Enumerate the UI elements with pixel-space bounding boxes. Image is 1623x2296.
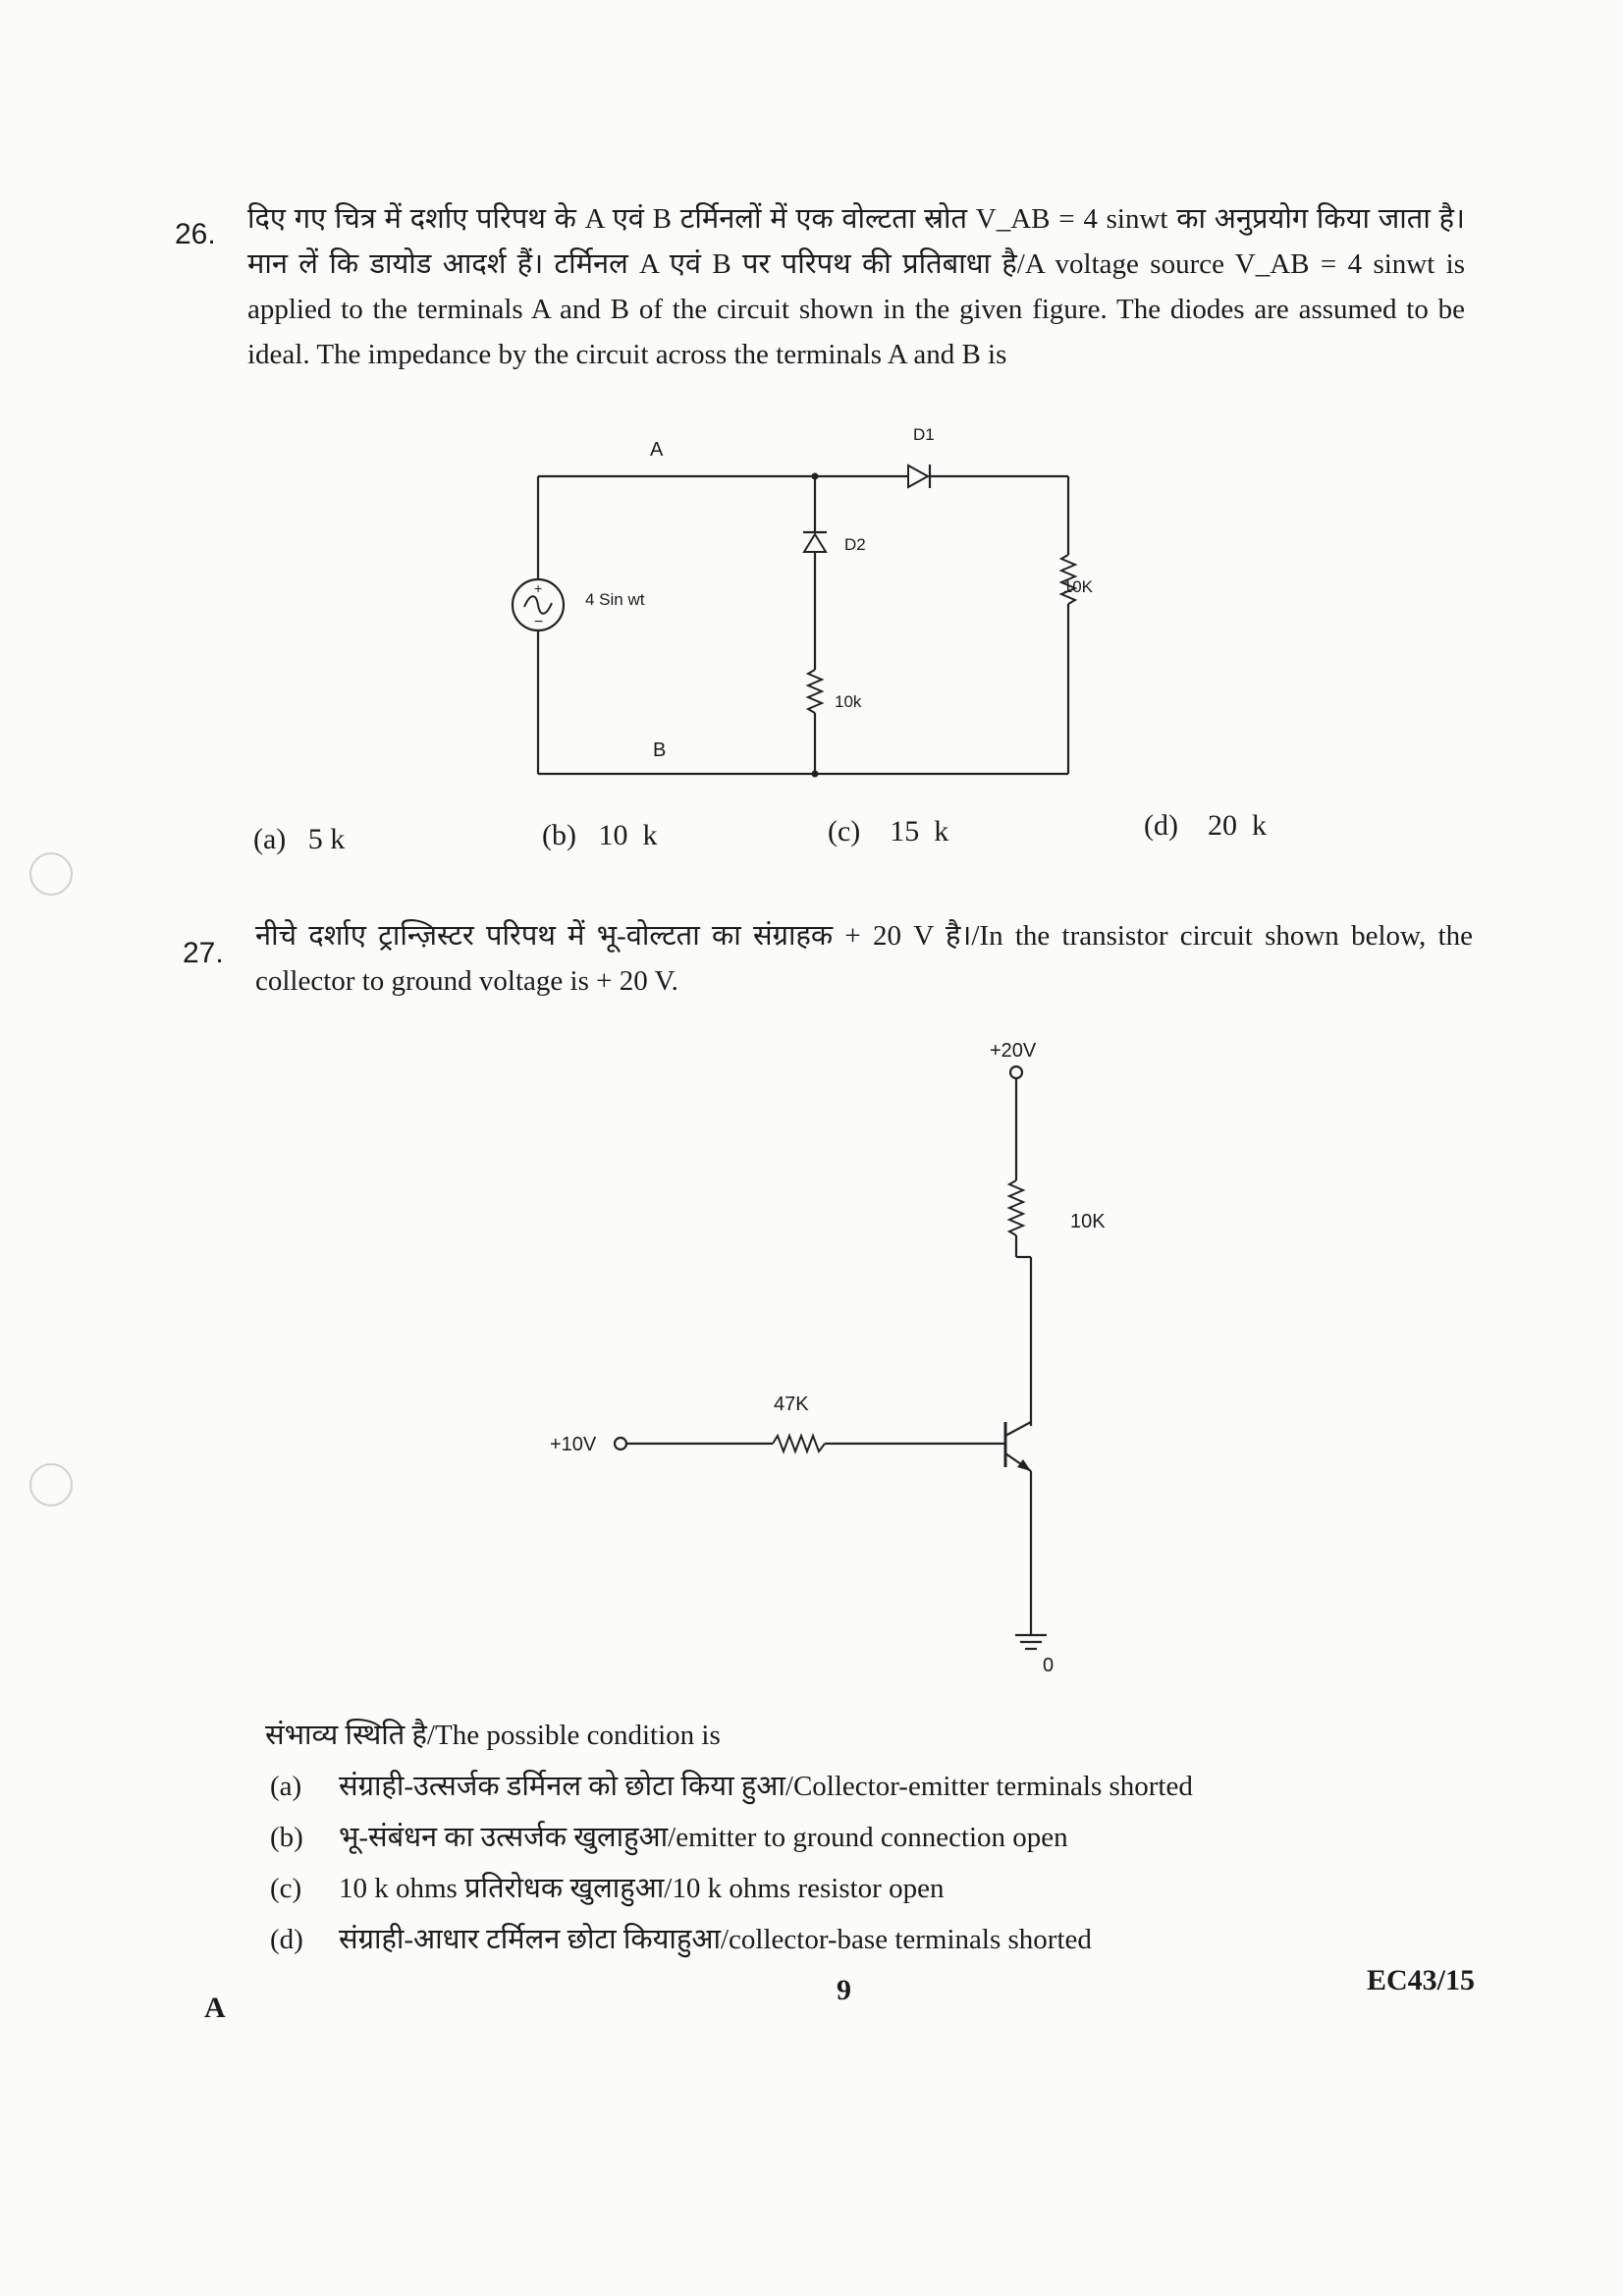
- source-label: 4 Sin wt: [585, 590, 645, 609]
- footer-paper-code: EC43/15: [1367, 1964, 1476, 1996]
- r-right-label: 10K: [1062, 577, 1093, 596]
- q27-number: 27.: [183, 937, 224, 969]
- q26-option-c: (c) 15 k: [828, 815, 949, 847]
- label-b: B: [653, 739, 667, 761]
- q27-option-c: (c) 10 k ohms प्रतिरोधक खुलाहुआ/10 k ohms resistor open: [270, 1873, 945, 1904]
- q26-option-b: (b) 10 k: [542, 819, 658, 851]
- q27-option-d: (d) संग्राही-आधार टर्मिलन छोटा कियाहुआ/collector-base terminals shorted: [270, 1924, 1092, 1955]
- q27-text: नीचे दर्शाए ट्रान्ज़िस्टर परिपथ में भू-वोल्टता का संग्राहक + 20 V है।/In the transistor circuit shown below, the collector to ground voltage is + 20 V.: [255, 920, 1473, 997]
- rb-label: 47K: [774, 1394, 809, 1415]
- ground-label: 0: [1043, 1655, 1055, 1676]
- vcc-label: +20V: [990, 1040, 1037, 1062]
- footer-page-number: 9: [837, 1974, 851, 2006]
- rc-label: 10K: [1070, 1211, 1106, 1232]
- svg-text:+: +: [534, 580, 543, 596]
- d1-label: D1: [913, 425, 935, 444]
- q27-prompt: संभाव्य स्थिति है/The possible condition is: [265, 1720, 721, 1751]
- q26-option-a: (a) 5 k: [253, 823, 346, 855]
- punch-hole-bottom: [29, 1463, 73, 1506]
- footer-series: A: [204, 1992, 226, 2024]
- r-series-label: 10k: [835, 692, 862, 711]
- label-a: A: [650, 439, 664, 461]
- q26-text: दिए गए चित्र में दर्शाए परिपथ के A एवं B टर्मिनलों में एक वोल्टता स्रोत V_AB = 4 sinwt का अनुप्रयोग किया जाता है। मान लें कि डायोड आदर्श हैं। टर्मिनल A एवं B पर परिपथ की प्रतिबाधा है/A voltage source V_AB = 4 sinwt is applied to the terminals A and B of the circuit shown in the given figure. The diodes are assumed to be ideal. The impedance by the circuit across the terminals A and B is: [247, 203, 1465, 370]
- q26-number: 26.: [175, 218, 216, 250]
- q27-transistor-circuit: [530, 1031, 1139, 1679]
- q26-option-d: (d) 20 k: [1144, 809, 1267, 842]
- punch-hole-top: [29, 852, 73, 896]
- svg-text:−: −: [534, 614, 544, 630]
- q27-option-a: (a) संग्राही-उत्सर्जक डर्मिनल को छोटा किया हुआ/Collector-emitter terminals shorted: [270, 1771, 1193, 1802]
- vin-label: +10V: [550, 1434, 597, 1455]
- q27-option-b: (b) भू-संबंधन का उत्सर्जक खुलाहुआ/emitter to ground connection open: [270, 1822, 1068, 1853]
- d2-label: D2: [844, 535, 866, 554]
- q26-circuit-diagram: [491, 412, 1100, 786]
